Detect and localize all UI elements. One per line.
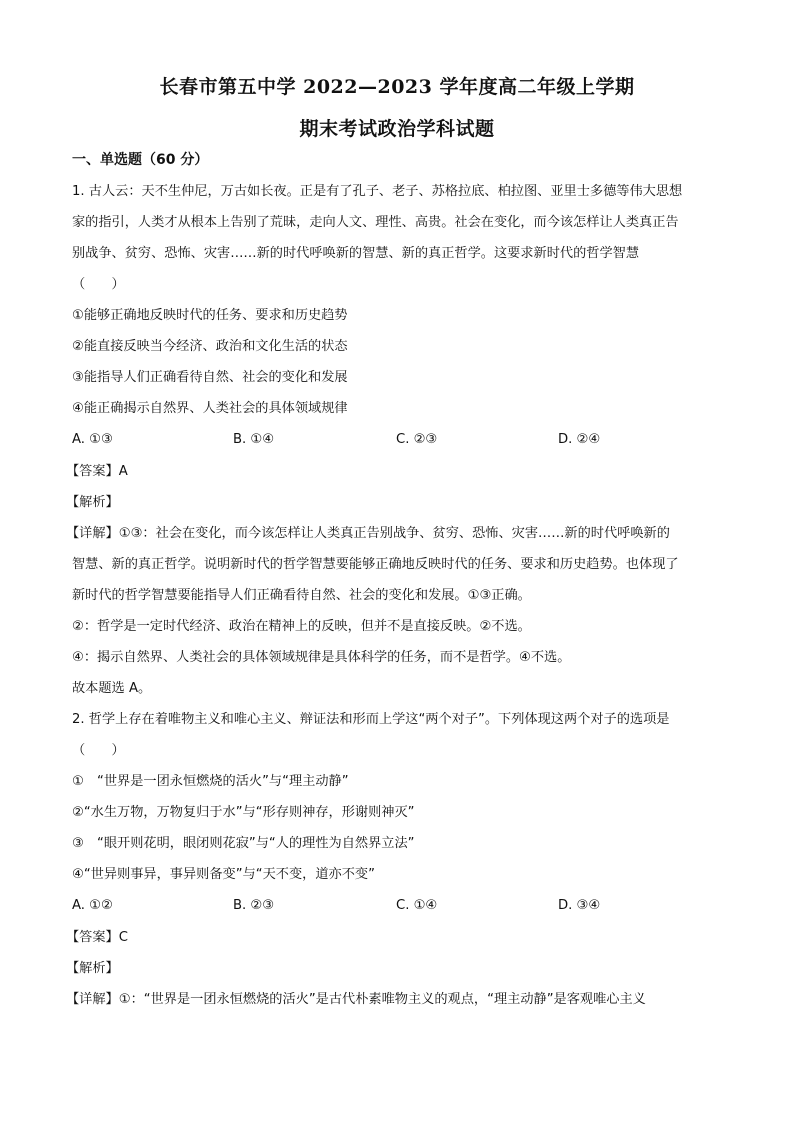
q1-analysis-line: ④：揭示自然界、人类社会的具体领域规律是具体科学的任务，而不是哲学。④不选。 (72, 650, 571, 665)
document-title-line2: 期末考试政治学科试题 (299, 118, 495, 140)
q1-option-d: D. ②④ (558, 432, 601, 447)
q1-analysis-label: 【解析】 (66, 495, 119, 510)
q1-analysis-line: 【详解】①③：社会在变化，而今该怎样让人类真正告别战争、贫穷、恐怖、灾害……新的时代呼唤新的 (66, 526, 670, 541)
q2-stem-line: 2. 哲学上存在着唯物主义和唯心主义、辩证法和形而上学这“两个对子”。下列体现这两个对子的选项是 (72, 712, 670, 727)
q1-answer: 【答案】A (66, 464, 128, 479)
q2-option-b: B. ②③ (233, 898, 275, 913)
section-heading: 一、单选题（60 分） (72, 152, 209, 168)
q1-statement: ③能指导人们正确看待自然、社会的变化和发展 (72, 370, 348, 385)
q2-statement: ① “世界是一团永恒燃烧的活火”与“理主动静” (72, 774, 349, 789)
q2-answer-blank: （ ） (72, 743, 125, 758)
document-title-line1: 长春市第五中学 2022—2023 学年度高二年级上学期 (159, 76, 635, 98)
q1-analysis-line: 智慧、新的真正哲学。说明新时代的哲学智慧要能够正确地反映时代的任务、要求和历史趋势。也体现了 (72, 557, 679, 572)
q1-answer-blank: （ ） (72, 277, 125, 292)
q2-statement: ④“世异则事异，事异则备变”与“天不变，道亦不变” (72, 867, 375, 882)
q2-statement: ②“水生万物，万物复归于水”与“形存则神存，形谢则神灭” (72, 805, 415, 820)
q1-statement: ①能够正确地反映时代的任务、要求和历史趋势 (72, 308, 348, 323)
q1-option-b: B. ①④ (233, 432, 275, 447)
q1-stem-line: 别战争、贫穷、恐怖、灾害……新的时代呼唤新的智慧、新的真正哲学。这要求新时代的哲学智慧 (72, 246, 640, 261)
q2-option-d: D. ③④ (558, 898, 601, 913)
q1-option-a: A. ①③ (72, 432, 113, 447)
q2-option-c: C. ①④ (396, 898, 438, 913)
q2-option-a: A. ①② (72, 898, 113, 913)
q1-analysis-line: 故本题选 A。 (72, 681, 152, 696)
q1-stem-line: 家的指引，人类才从根本上告别了荒昧，走向人文、理性、高贵。社会在变化，而今该怎样让人类真正告 (72, 215, 679, 230)
q1-option-c: C. ②③ (396, 432, 438, 447)
q2-analysis-line: 【详解】①：“世界是一团永恒燃烧的活火”是古代朴素唯物主义的观点，“理主动静”是客观唯心主义 (66, 992, 646, 1007)
q1-stem-line: 1. 古人云：天不生仲尼，万古如长夜。正是有了孔子、老子、苏格拉底、柏拉图、亚里士多德等伟大思想 (72, 184, 683, 199)
q2-answer: 【答案】C (66, 930, 128, 945)
q1-statement: ④能正确揭示自然界、人类社会的具体领域规律 (72, 401, 348, 416)
q2-analysis-label: 【解析】 (66, 961, 119, 976)
q1-analysis-line: 新时代的哲学智慧要能指导人们正确看待自然、社会的变化和发展。①③正确。 (72, 588, 531, 603)
q2-statement: ③ “眼开则花明，眼闭则花寂”与“人的理性为自然界立法” (72, 836, 415, 851)
q1-analysis-line: ②：哲学是一定时代经济、政治在精神上的反映，但并不是直接反映。②不选。 (72, 619, 531, 634)
q1-statement: ②能直接反映当今经济、政治和文化生活的状态 (72, 339, 348, 354)
